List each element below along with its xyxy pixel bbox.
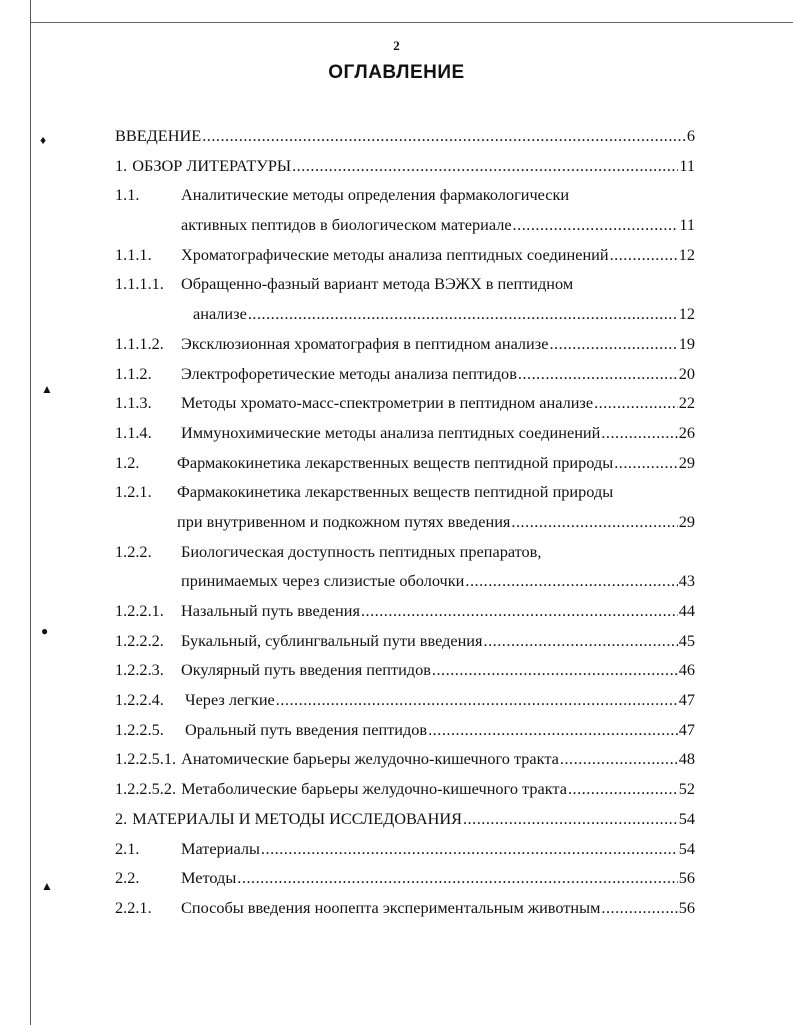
toc-page-number: 6	[686, 126, 695, 145]
toc-text: активных пептидов в биологическом материале	[181, 215, 512, 235]
toc-number: 2.1.	[115, 838, 140, 858]
toc-row	[115, 245, 695, 275]
toc-text: Букальный, сублингвальный пути введения	[181, 630, 483, 650]
toc-text: при внутривенном и подкожном путях введения	[177, 511, 511, 531]
toc-text: Метаболические барьеры желудочно-кишечного тракта	[181, 779, 567, 799]
toc-number: 1.2.1.	[115, 482, 152, 502]
toc-leader-dots	[549, 334, 677, 354]
bullet-mark: ♦	[40, 133, 47, 147]
toc-page-number: 52	[678, 779, 695, 799]
toc-leader-dots	[568, 779, 678, 799]
toc-page-number: 45	[678, 630, 695, 650]
toc-page-number: 44	[678, 601, 695, 620]
toc-row	[115, 749, 695, 779]
toc-number: 2.2.	[115, 868, 140, 888]
toc-text: анализе	[193, 304, 247, 324]
toc-leader-dots	[276, 690, 678, 710]
page-left-border	[30, 0, 31, 1025]
toc-leader-dots	[560, 749, 678, 769]
toc-number: 1.2.2.2.	[115, 630, 164, 650]
toc-row	[115, 393, 695, 423]
toc-leader-dots	[610, 245, 678, 265]
toc-page-number: 46	[678, 660, 695, 680]
toc-leader-dots	[248, 304, 678, 324]
toc-page-number: 11	[679, 215, 695, 235]
toc-text: Назальный путь введения	[181, 601, 360, 620]
page-top-border	[30, 22, 793, 23]
toc-row	[115, 839, 695, 869]
toc-text: Через легкие	[185, 690, 275, 710]
toc-row	[115, 690, 695, 720]
toc-row	[115, 809, 695, 839]
toc-number: 1.1.	[115, 185, 140, 205]
table-of-contents	[115, 126, 695, 928]
toc-text: Хроматографические методы анализа пептидных соединений	[181, 244, 609, 264]
toc-leader-dots	[237, 868, 677, 888]
toc-leader-dots	[465, 571, 677, 591]
toc-number: 1.2.2.5.1.	[115, 749, 177, 769]
toc-row	[115, 898, 695, 928]
toc-leader-dots	[601, 423, 677, 443]
toc-leader-dots	[594, 393, 678, 413]
toc-page-number: 29	[678, 511, 695, 531]
toc-text: Анатомические барьеры желудочно-кишечного тракта	[181, 749, 559, 769]
page-number: 2	[393, 38, 400, 53]
toc-row	[115, 215, 695, 245]
toc-number: 1.2.2.3.	[115, 660, 164, 680]
toc-row	[115, 601, 695, 631]
toc-text: Оральный путь введения пептидов	[185, 719, 428, 739]
bullet-mark: ▲	[41, 382, 53, 396]
toc-row	[115, 364, 695, 394]
toc-row	[115, 126, 695, 156]
toc-row	[115, 720, 695, 750]
toc-text: Электрофоретические методы анализа пептидов	[181, 363, 517, 383]
toc-text: Методы хромато-масс-спектрометрии в пептидном анализе	[181, 393, 594, 413]
toc-row	[115, 512, 695, 542]
toc-row	[115, 156, 695, 186]
toc-page-number: 43	[678, 571, 695, 591]
toc-row	[115, 660, 695, 690]
toc-text: Эксклюзионная хроматография в пептидном анализе	[181, 333, 549, 353]
toc-number: 1.2.	[115, 452, 140, 472]
toc-row	[115, 542, 695, 572]
toc-text: Аналитические методы определения фармакологически	[181, 185, 570, 205]
toc-text: МАТЕРИАЛЫ И МЕТОДЫ ИССЛЕДОВАНИЯ	[132, 808, 462, 828]
toc-text: Методы	[181, 868, 237, 888]
toc-page-number: 47	[678, 690, 695, 710]
toc-row	[115, 779, 695, 809]
toc-number: 1.1.1.	[115, 244, 152, 264]
toc-leader-dots	[428, 720, 678, 740]
toc-leader-dots	[202, 126, 686, 146]
toc-leader-dots	[614, 453, 678, 473]
toc-row	[115, 631, 695, 661]
toc-text: Способы введения ноопепта экспериментальным животным	[181, 897, 601, 917]
toc-row	[115, 482, 695, 512]
toc-page-number: 22	[678, 393, 695, 413]
toc-leader-dots	[511, 512, 677, 532]
toc-number: 1.1.3.	[115, 393, 152, 413]
toc-text: Биологическая доступность пептидных препаратов,	[181, 541, 542, 561]
toc-row	[115, 868, 695, 898]
toc-number: 1.2.2.5.	[115, 719, 164, 739]
toc-text: Окулярный путь введения пептидов	[181, 660, 431, 680]
toc-page-number: 19	[678, 333, 695, 353]
toc-text: принимаемых через слизистые оболочки	[181, 571, 465, 591]
toc-leader-dots	[432, 660, 678, 680]
toc-number: 1.2.2.5.2.	[115, 779, 177, 799]
toc-page-number: 56	[678, 897, 695, 917]
toc-page-number: 48	[678, 749, 695, 769]
toc-row	[115, 334, 695, 364]
toc-number: 1.2.2.1.	[115, 601, 164, 620]
toc-page-number: 20	[678, 363, 695, 383]
toc-page-number: 26	[678, 422, 695, 442]
bullet-mark: ●	[41, 624, 49, 638]
toc-page-number: 56	[678, 868, 695, 888]
toc-number: 2.	[115, 808, 128, 828]
toc-leader-dots	[463, 809, 678, 829]
toc-number: 1.1.4.	[115, 422, 152, 442]
toc-number: 1.2.2.4.	[115, 690, 164, 710]
toc-row	[115, 185, 695, 215]
toc-page-number: 54	[678, 838, 695, 858]
toc-page-number: 11	[679, 155, 695, 175]
toc-row	[115, 423, 695, 453]
toc-text: Фармакокинетика лекарственных веществ пептидной природы	[177, 452, 614, 472]
toc-number: 2.2.1.	[115, 897, 152, 917]
toc-text: Фармакокинетика лекарственных веществ пептидной природы	[177, 482, 614, 502]
toc-text: ВВЕДЕНИЕ	[115, 126, 202, 145]
page-title: ОГЛАВЛЕНИЕ	[328, 62, 465, 83]
toc-page-number: 12	[678, 304, 695, 324]
toc-leader-dots	[513, 215, 679, 235]
toc-text: Иммунохимические методы анализа пептидных соединений	[181, 422, 601, 442]
toc-text: Обращенно-фазный вариант метода ВЭЖХ в пептидном	[181, 274, 574, 294]
toc-row	[115, 453, 695, 483]
toc-page-number: 29	[678, 452, 695, 472]
toc-number: 1.2.2.	[115, 541, 152, 561]
toc-number: 1.1.1.1.	[115, 274, 164, 294]
toc-leader-dots	[484, 631, 678, 651]
toc-page-number: 54	[678, 808, 695, 828]
toc-leader-dots	[601, 898, 677, 918]
toc-row	[115, 304, 695, 334]
toc-leader-dots	[292, 156, 678, 176]
toc-leader-dots	[261, 839, 678, 859]
toc-text: ОБЗОР ЛИТЕРАТУРЫ	[132, 155, 292, 175]
toc-number: 1.1.2.	[115, 363, 152, 383]
toc-number: 1.	[115, 155, 128, 175]
toc-page-number: 12	[678, 244, 695, 264]
toc-text: Материалы	[181, 838, 260, 858]
toc-number: 1.1.1.2.	[115, 333, 164, 353]
bullet-mark: ▲	[41, 879, 53, 893]
toc-page-number: 47	[678, 719, 695, 739]
toc-leader-dots	[361, 601, 678, 621]
toc-row	[115, 274, 695, 304]
toc-leader-dots	[518, 364, 678, 384]
toc-row	[115, 571, 695, 601]
